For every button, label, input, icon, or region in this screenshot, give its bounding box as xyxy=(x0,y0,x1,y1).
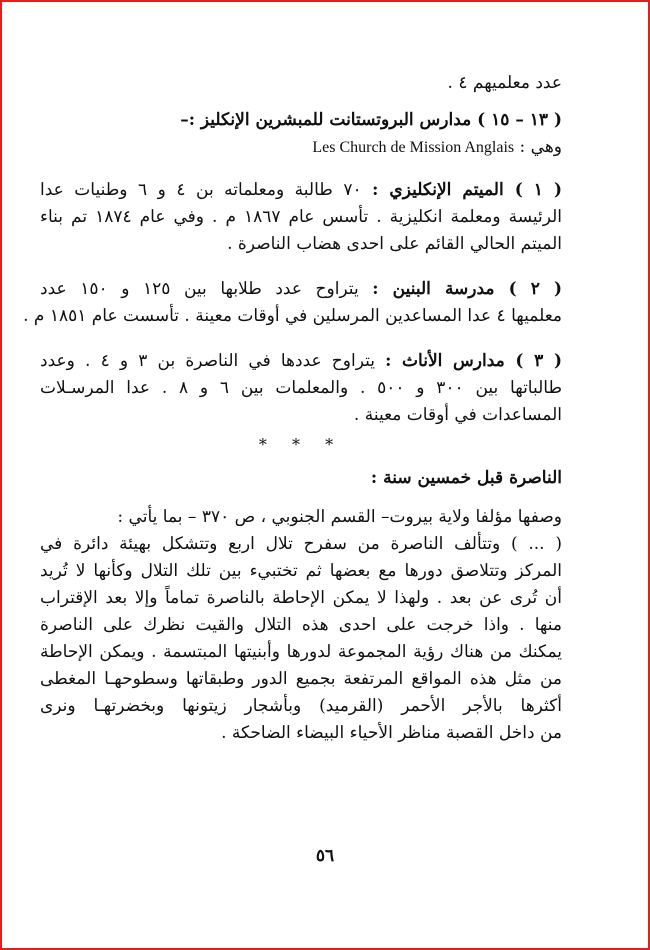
item-line: الرئيسة ومعلمة انكليزية . تأسس عام ١٨٦٧ م . وفي عام ١٨٧٤ تم بناء xyxy=(40,207,562,227)
page-number: ٥٦ xyxy=(315,846,335,866)
quote-line: من داخل القصبة مناظر الأحياء البيضاء الضاحكة . xyxy=(221,723,562,743)
item-line: طالباتها بين ٣٠٠ و ٥٠٠ . والمعلمات بين ٦ و ٨ . عدا المرسـلات xyxy=(40,378,562,398)
top-line: عدد معلميهم ٤ . xyxy=(447,73,562,93)
section-separator: * * * xyxy=(258,435,344,454)
document-page xyxy=(23,70,563,747)
item-line: الميتم الحالي القائم على احدى هضاب الناصرة . xyxy=(227,234,562,254)
quote-line: منها . واذا خرجت على احدى هذه التلال والقيت نظرك على الناصرة xyxy=(40,615,562,635)
intro-line: وصفها مؤلفا ولاية بيروت– القسم الجنوبي ، ص ٣٧٠ – بما يأتي : xyxy=(117,507,562,527)
list-item xyxy=(23,276,563,330)
item-first-line xyxy=(40,177,562,204)
item-line: المساعدات في أوقات معينة . xyxy=(353,405,562,425)
item-label: ( ١ ) الميتم الإنكليزي : xyxy=(372,180,563,200)
list-item xyxy=(40,348,562,429)
subheading: الناصرة قبل خمسين سنة : xyxy=(370,468,562,488)
item-label: ( ٣ ) مدارس الأناث : xyxy=(385,351,562,371)
item-line: معلميها ٤ عدا المساعدين المرسلين في أوقات معينة . تأسست عام ١٨٥١ م . xyxy=(23,306,562,326)
section-title: ( ١٣ – ١٥ ) مدارس البروتستانت للمبشرين الإنكليز :– xyxy=(180,110,562,130)
section-latin-suffix: وهي : xyxy=(519,137,562,157)
quote-line: ( ... ) وتتألف الناصرة من سفرح تلال اربع وتتشكل بهيئة دائرة في xyxy=(40,534,562,554)
quote-line: يمكنك من هناك رؤية المجموعة لدورها وأبنيتها المبتسمة . ويمكن الإحاطة xyxy=(40,642,562,662)
item-text: ٧٠ طالبة ومعلماته بن ٤ و ٦ وطنيات عدا xyxy=(40,180,362,200)
item-text: يتراوح عددها في الناصرة بن ٣ و ٤ . وعدد xyxy=(40,351,375,371)
item-first-line xyxy=(40,276,562,303)
quote-line: المركز وتتلاصق دورها مع بعضها ثم تختبيء بين تلك التلال وكأنها لا تُريد xyxy=(40,561,562,581)
section-subtitle xyxy=(40,134,562,161)
item-first-line xyxy=(40,348,562,375)
quote-line: أكثرها بالأجر الأحمر (القرميد) وبأشجار زيتونها وبخضرتهـا ونرى xyxy=(40,696,562,716)
quote-line: أن تُرى عن بعد . ولهذا لا يمكن الإحاطة بالناصرة تماماً وإلا بعد الإقتراب xyxy=(40,588,562,608)
item-text: يتراوح عدد طلابها بين ١٢٥ و ١٥٠ عدد xyxy=(40,279,359,299)
quote-line: من مثل هذه المواقع المرتفعة بجميع الدور وطبقاتها وسطوحهـا المغطى xyxy=(40,669,562,689)
section-latin-name: Les Church de Mission Anglais xyxy=(312,139,515,156)
list-item xyxy=(40,177,562,258)
item-label: ( ٢ ) مدرسة البنين : xyxy=(372,279,563,299)
quote-block xyxy=(40,531,562,747)
